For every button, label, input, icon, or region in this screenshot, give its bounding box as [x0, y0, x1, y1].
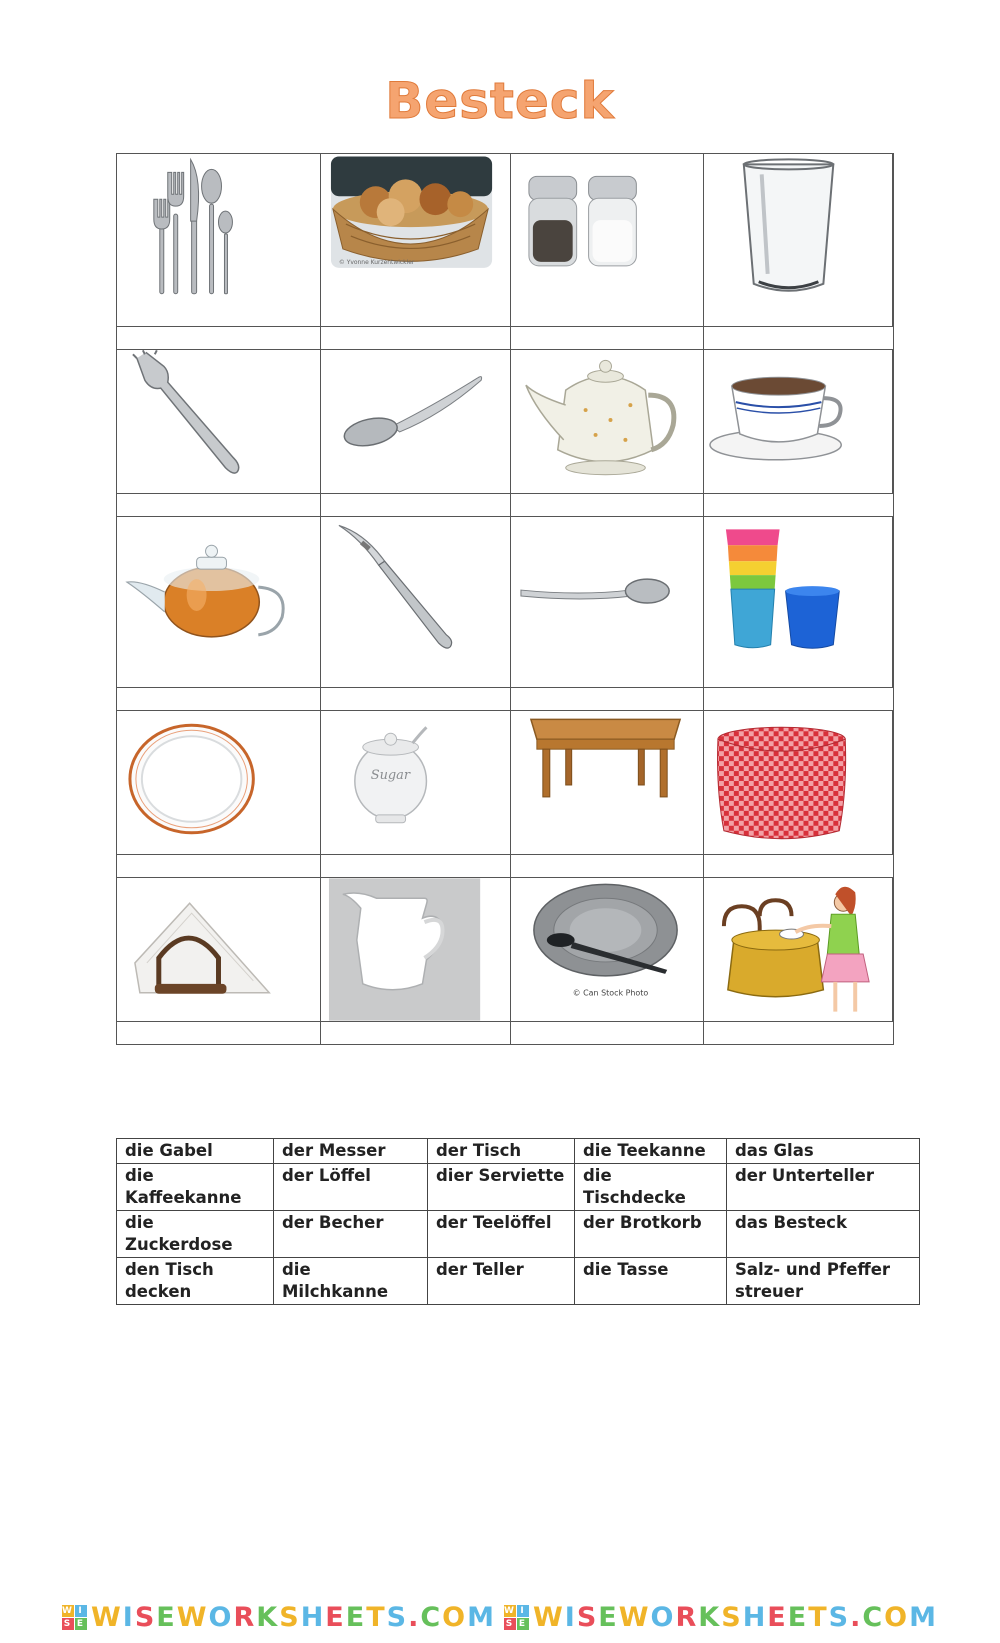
- answer-cell[interactable]: [511, 1022, 704, 1044]
- grid-line: [854, 710, 892, 711]
- brand-letter: C: [862, 1601, 885, 1633]
- teaspoon-icon: [511, 517, 704, 687]
- grid-line: [279, 877, 319, 878]
- sugar-label: Sugar: [370, 768, 411, 784]
- grid-line: [642, 153, 702, 154]
- besteck-set-icon: [117, 154, 321, 326]
- word-cell: der Messer: [274, 1139, 428, 1164]
- grid-line: [263, 349, 319, 350]
- napkin-holder-icon: [117, 878, 321, 1021]
- word-cell: der Tisch: [428, 1139, 575, 1164]
- grid-line: [854, 349, 892, 350]
- setting-table-icon: [704, 878, 893, 1021]
- picture-row: [117, 710, 893, 854]
- brand-letter: O: [208, 1601, 234, 1633]
- word-cell: der Unterteller: [727, 1164, 920, 1211]
- picture-row: [117, 153, 893, 326]
- saucer-caption: © Can Stock Photo: [572, 988, 649, 998]
- footer-watermark: [0, 1597, 1000, 1637]
- answer-cell[interactable]: [704, 1022, 893, 1044]
- brand-letter: O: [442, 1601, 468, 1633]
- word-bank-row: [117, 1211, 920, 1258]
- milk-jug-icon: [321, 878, 511, 1021]
- grid-line: [459, 710, 509, 711]
- answer-cell[interactable]: [511, 494, 704, 516]
- salt-pepper-shaker-icon: [511, 154, 704, 326]
- answer-cell[interactable]: [704, 327, 893, 349]
- answer-cell[interactable]: [321, 855, 511, 877]
- table-icon: [511, 711, 704, 854]
- answer-cell[interactable]: [321, 1022, 511, 1044]
- brand-letter: R: [233, 1601, 257, 1633]
- answer-cell[interactable]: [511, 327, 704, 349]
- brand-letter: E: [156, 1601, 177, 1633]
- brand-letter: E: [767, 1601, 788, 1633]
- brand-letter: K: [698, 1601, 722, 1633]
- word-cell: der Teelöffel: [428, 1211, 575, 1258]
- word-cell: dier Serviette: [428, 1164, 575, 1211]
- brand-letter: O: [884, 1601, 910, 1633]
- brand-letter: H: [300, 1601, 326, 1633]
- word-cell: der Brotkorb: [575, 1211, 727, 1258]
- brand-logo[interactable]: [62, 1597, 496, 1637]
- answer-cell[interactable]: [321, 494, 511, 516]
- grid-line: [279, 710, 319, 711]
- word-cell: die Tischdecke: [575, 1164, 727, 1211]
- answer-cell[interactable]: [321, 688, 511, 710]
- brand-letter: S: [279, 1601, 301, 1633]
- brand-letter: S: [828, 1601, 851, 1633]
- brand-letter: H: [742, 1601, 768, 1633]
- fork-icon: [117, 350, 321, 493]
- brand-letter: S: [576, 1601, 599, 1633]
- brand-text: [91, 1602, 496, 1633]
- coffee-pot-icon: [511, 350, 704, 493]
- grid-line: [477, 877, 509, 878]
- plate-icon: [117, 711, 321, 854]
- grid-line: [854, 877, 892, 878]
- word-cell: der Teller: [428, 1258, 575, 1305]
- word-cell: die Teekanne: [575, 1139, 727, 1164]
- brand-letter: M: [467, 1601, 496, 1633]
- grid-line: [854, 153, 892, 154]
- brand-text: [533, 1602, 938, 1633]
- sugar-bowl-icon: [321, 711, 511, 854]
- brand-letter: S: [386, 1601, 409, 1633]
- answer-row: [117, 326, 893, 349]
- brand-letter: W: [618, 1601, 651, 1633]
- bread-basket-icon: [321, 154, 511, 326]
- brand-letter: E: [345, 1601, 367, 1633]
- answer-cell[interactable]: [117, 855, 321, 877]
- answer-cell[interactable]: [117, 688, 321, 710]
- plastic-cups-icon: [704, 517, 893, 687]
- answer-cell[interactable]: [117, 327, 321, 349]
- knife-icon: [321, 517, 511, 687]
- word-cell: den Tisch decken: [117, 1258, 274, 1305]
- saucer-spoon-icon: [511, 878, 704, 1021]
- brand-letter: R: [675, 1601, 699, 1633]
- brand-mark-icon: W I S E: [504, 1605, 528, 1629]
- brand-letter: T: [366, 1601, 387, 1633]
- brand-letter: E: [598, 1601, 619, 1633]
- brand-letter: M: [909, 1601, 938, 1633]
- brand-mark-icon: W I S E: [62, 1605, 86, 1629]
- word-bank-table: [116, 1138, 920, 1305]
- word-cell: die Gabel: [117, 1139, 274, 1164]
- brand-letter: E: [787, 1601, 809, 1633]
- bread-caption: © Yvonne Kurzentwickler: [338, 258, 415, 266]
- picture-row: [117, 349, 893, 493]
- answer-cell[interactable]: [704, 494, 893, 516]
- word-bank-row: [117, 1139, 920, 1164]
- answer-cell[interactable]: [511, 855, 704, 877]
- word-cell: Salz- und Pfeffer streuer: [727, 1258, 920, 1305]
- brand-logo[interactable]: [504, 1597, 938, 1637]
- word-cell: die Zuckerdose: [117, 1211, 274, 1258]
- answer-row: [117, 687, 893, 710]
- word-cell: die Tasse: [575, 1258, 727, 1305]
- answer-row: [117, 1021, 893, 1044]
- brand-letter: .: [408, 1601, 421, 1633]
- brand-letter: E: [325, 1601, 346, 1633]
- grid-line: [642, 516, 702, 517]
- brand-letter: I: [122, 1601, 135, 1633]
- drinking-glass-icon: [704, 154, 893, 326]
- answer-cell[interactable]: [117, 494, 321, 516]
- spoon-icon: [321, 350, 511, 493]
- page-title: Besteck: [385, 72, 615, 130]
- cup-saucer-icon: [704, 350, 893, 493]
- word-cell: das Glas: [727, 1139, 920, 1164]
- word-cell: der Becher: [274, 1211, 428, 1258]
- grid-line: [271, 153, 319, 154]
- brand-letter: W: [176, 1601, 209, 1633]
- brand-letter: T: [808, 1601, 829, 1633]
- word-cell: der Löffel: [274, 1164, 428, 1211]
- brand-letter: .: [850, 1601, 863, 1633]
- brand-letter: W: [91, 1601, 123, 1633]
- brand-letter: W: [533, 1601, 565, 1633]
- answer-row: [117, 493, 893, 516]
- word-cell: das Besteck: [727, 1211, 920, 1258]
- brand-letter: O: [650, 1601, 676, 1633]
- word-bank-row: [117, 1164, 920, 1211]
- brand-letter: S: [721, 1601, 743, 1633]
- answer-cell[interactable]: [704, 855, 893, 877]
- word-cell: die Kaffeekanne: [117, 1164, 274, 1211]
- answer-row: [117, 854, 893, 877]
- answer-cell[interactable]: [704, 688, 893, 710]
- brand-letter: S: [134, 1601, 157, 1633]
- teapot-icon: [117, 517, 321, 687]
- brand-letter: K: [256, 1601, 280, 1633]
- word-cell: die Milchkanne: [274, 1258, 428, 1305]
- answer-cell[interactable]: [511, 688, 704, 710]
- answer-cell[interactable]: [117, 1022, 321, 1044]
- answer-cell[interactable]: [321, 327, 511, 349]
- picture-grid: [116, 153, 894, 1045]
- brand-letter: C: [420, 1601, 443, 1633]
- tablecloth-icon: [704, 711, 893, 854]
- picture-row: [117, 877, 893, 1021]
- picture-row: [117, 516, 893, 687]
- grid-line: [642, 349, 702, 350]
- word-bank-row: [117, 1258, 920, 1305]
- brand-letter: I: [564, 1601, 577, 1633]
